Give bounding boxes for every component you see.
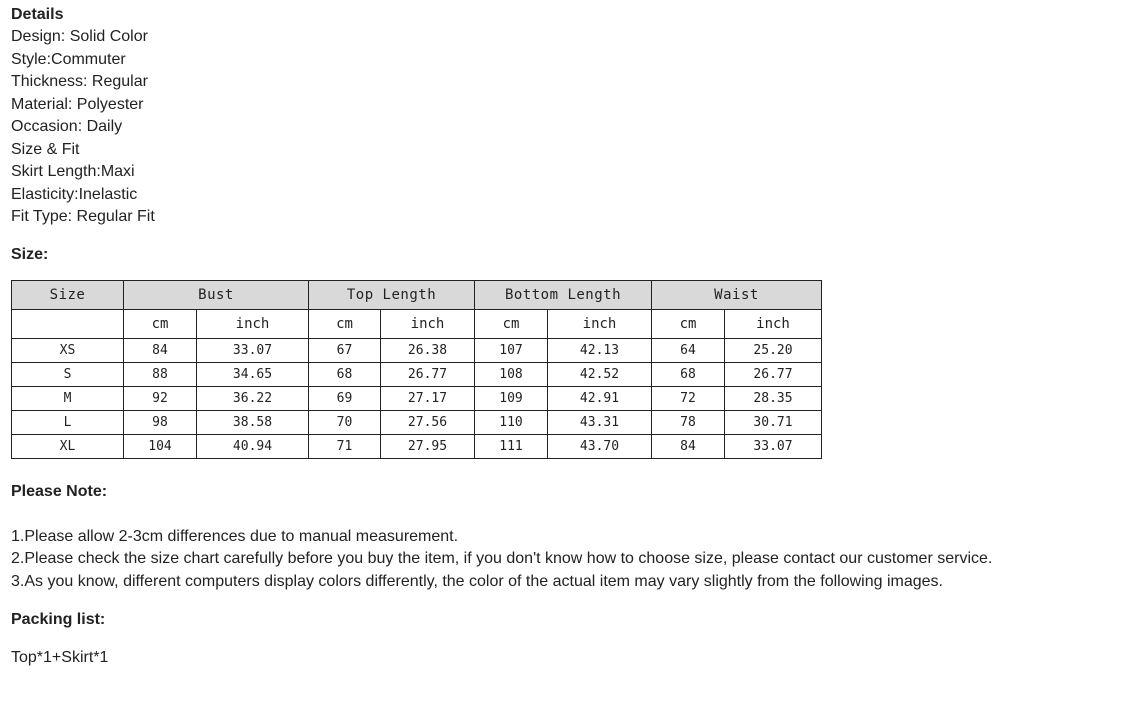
detail-style: Style:Commuter (11, 50, 126, 68)
note-line: 1.Please allow 2-3cm differences due to manual measurement. (11, 527, 459, 545)
detail-occasion: Occasion: Daily (11, 118, 123, 135)
table-row (12, 386, 822, 410)
unit-header: inch (548, 309, 652, 338)
detail-elasticity: Elasticity:Inelastic (11, 185, 138, 203)
unit-header: cm (475, 309, 548, 338)
note-line: 2.Please check the size chart carefully before you buy the item, if you don't know how to choose size, please contact our customer service. (11, 550, 993, 567)
product-description (11, 4, 1121, 669)
size-label-cell: L (12, 410, 124, 434)
table-cell: 33.07 (197, 338, 309, 362)
header-waist: Waist (652, 280, 822, 309)
size-label-cell: XL (12, 434, 124, 458)
table-group-header-row (12, 280, 822, 309)
table-cell: 69 (309, 386, 381, 410)
unit-header: inch (381, 309, 475, 338)
size-label-cell: S (12, 362, 124, 386)
table-cell: 30.71 (725, 410, 822, 434)
detail-material: Material: Polyester (11, 95, 144, 113)
table-cell: 43.31 (548, 410, 652, 434)
unit-header: cm (124, 309, 197, 338)
note-list (11, 526, 1121, 594)
table-cell: 40.94 (197, 434, 309, 458)
table-cell: 43.70 (548, 434, 652, 458)
table-cell: 88 (124, 362, 197, 386)
table-cell: 78 (652, 410, 725, 434)
size-chart-table (11, 280, 822, 459)
note-heading: Please Note: (11, 482, 108, 500)
detail-size-fit: Size & Fit (11, 140, 80, 158)
table-cell: 68 (309, 362, 381, 386)
unit-header: inch (725, 309, 822, 338)
table-cell: 26.38 (381, 338, 475, 362)
table-row (12, 338, 822, 362)
table-cell: 71 (309, 434, 381, 458)
table-cell: 111 (475, 434, 548, 458)
table-cell: 104 (124, 434, 197, 458)
table-cell: 84 (124, 338, 197, 362)
table-cell: 33.07 (725, 434, 822, 458)
size-label-cell: M (12, 386, 124, 410)
table-cell: 108 (475, 362, 548, 386)
table-cell: 42.13 (548, 338, 652, 362)
table-cell: 72 (652, 386, 725, 410)
table-cell: 27.17 (381, 386, 475, 410)
table-cell: 92 (124, 386, 197, 410)
table-cell: 26.77 (725, 362, 822, 386)
detail-skirt-length: Skirt Length:Maxi (11, 163, 135, 180)
table-row (12, 434, 822, 458)
detail-fit-type: Fit Type: Regular Fit (11, 208, 155, 225)
table-cell: 25.20 (725, 338, 822, 362)
note-line: 3.As you know, different computers display colors differently, the color of the actual item may vary slightly from the following images. (11, 572, 943, 590)
table-cell: 64 (652, 338, 725, 362)
table-cell: 27.56 (381, 410, 475, 434)
detail-thickness: Thickness: Regular (11, 73, 148, 90)
table-cell: 68 (652, 362, 725, 386)
table-cell: 27.95 (381, 434, 475, 458)
details-heading: Details (11, 6, 64, 23)
size-table-body (12, 338, 822, 458)
details-list (11, 26, 1121, 229)
header-top-length: Top Length (309, 280, 475, 309)
table-cell: 109 (475, 386, 548, 410)
unit-header: cm (309, 309, 381, 338)
packing-heading: Packing list: (11, 611, 106, 628)
unit-header: cm (652, 309, 725, 338)
table-cell: 110 (475, 410, 548, 434)
table-unit-header-row (12, 309, 822, 338)
table-cell: 42.91 (548, 386, 652, 410)
unit-header (12, 309, 124, 338)
size-heading: Size: (11, 245, 49, 263)
table-cell: 70 (309, 410, 381, 434)
table-cell: 26.77 (381, 362, 475, 386)
table-cell: 84 (652, 434, 725, 458)
table-cell: 107 (475, 338, 548, 362)
table-row (12, 410, 822, 434)
header-size: Size (12, 280, 124, 309)
packing-list-value: Top*1+Skirt*1 (11, 649, 109, 666)
header-bottom-length: Bottom Length (475, 280, 652, 309)
table-cell: 34.65 (197, 362, 309, 386)
detail-design: Design: Solid Color (11, 28, 148, 45)
table-cell: 38.58 (197, 410, 309, 434)
table-cell: 67 (309, 338, 381, 362)
table-cell: 36.22 (197, 386, 309, 410)
table-cell: 42.52 (548, 362, 652, 386)
header-bust: Bust (124, 280, 309, 309)
table-cell: 98 (124, 410, 197, 434)
table-cell: 28.35 (725, 386, 822, 410)
table-row (12, 362, 822, 386)
size-label-cell: XS (12, 338, 124, 362)
unit-header: inch (197, 309, 309, 338)
